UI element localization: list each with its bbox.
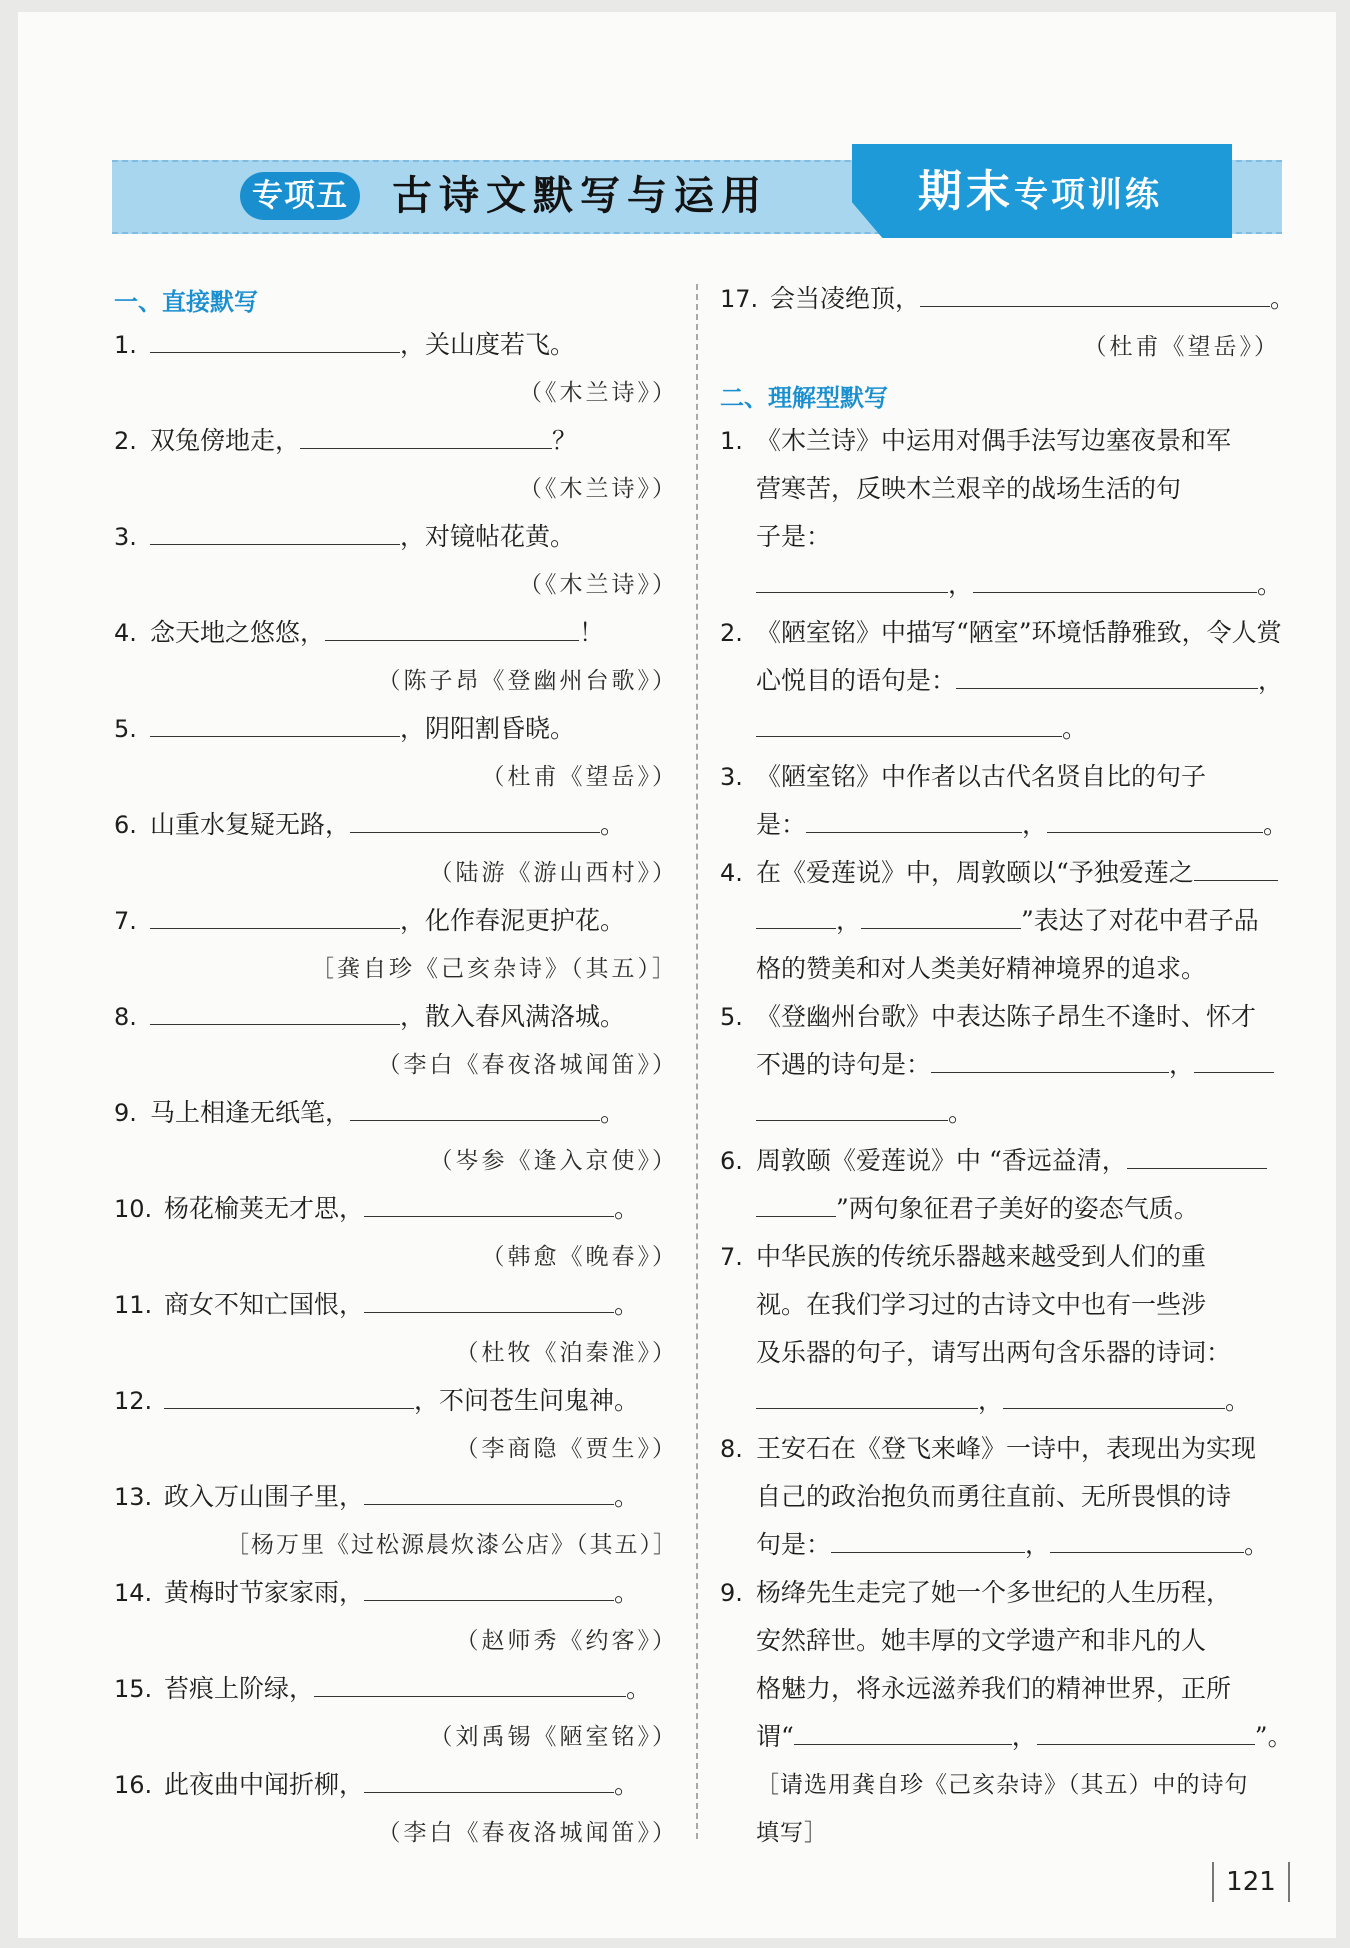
question-note: [756, 1768, 1249, 1802]
punct: 。: [1263, 810, 1289, 839]
question-line: [756, 1192, 1199, 1226]
answer-blank[interactable]: [1127, 1144, 1267, 1169]
item-number: 6.: [720, 1147, 743, 1175]
page-title: 古诗文默写与运用: [392, 172, 768, 219]
answer-blank[interactable]: [794, 1720, 1012, 1745]
item-text: ，不问苍生问鬼神。: [414, 1386, 640, 1415]
answer-blank[interactable]: [1037, 1720, 1255, 1745]
answer-blank[interactable]: [756, 712, 1062, 737]
answer-blank[interactable]: [314, 1672, 626, 1697]
answer-blank[interactable]: [150, 328, 400, 353]
item-source: （刘禹锡《陋室铭》）: [429, 1724, 678, 1750]
punct: 。: [1244, 1530, 1270, 1559]
answer-line: [756, 1384, 1250, 1418]
answer-blank[interactable]: [1050, 1528, 1244, 1553]
item-number: 8.: [720, 1435, 743, 1463]
item-number: 5.: [114, 715, 137, 743]
fill-item: [114, 1480, 639, 1514]
item-number: 14.: [114, 1579, 153, 1607]
question-text: 王安石在《登飞来峰》一诗中，表现出为实现: [756, 1434, 1257, 1463]
question-text: 《陋室铭》中作者以古代名贤自比的句子: [756, 762, 1207, 791]
item-number: 3.: [114, 523, 137, 551]
question-line: [756, 952, 1206, 986]
question-text: 格魅力，将永远滋养我们的精神世界，正所: [756, 1674, 1232, 1703]
fill-item: [114, 1000, 625, 1034]
question-line: [756, 1528, 1269, 1562]
answer-blank[interactable]: [364, 1192, 614, 1217]
answer-blank[interactable]: [920, 282, 1270, 307]
fill-item: [114, 712, 575, 746]
answer-blank[interactable]: [956, 664, 1258, 689]
question-text: 不遇的诗句是：: [756, 1050, 932, 1079]
item-text: ，散入春风满洛城。: [400, 1002, 626, 1031]
question-text: 及乐器的句子，请写出两句含乐器的诗词：: [756, 1338, 1232, 1367]
item-source: （李白《春夜洛城闻笛》）: [377, 1052, 678, 1078]
fill-item: [114, 1096, 625, 1130]
brand-sub: 专项训练: [1014, 175, 1162, 215]
question-text: 杨绛先生走完了她一个多世纪的人生历程，: [756, 1578, 1232, 1607]
question-text: 填写］: [756, 1820, 828, 1846]
question-text: 周敦颐《爱莲说》中 “香远益清，: [756, 1146, 1127, 1175]
answer-blank[interactable]: [756, 568, 948, 593]
item-number: 13.: [114, 1483, 153, 1511]
question-line: [720, 1432, 1256, 1466]
item-source: （陈子昂《登幽州台歌》）: [377, 668, 678, 694]
answer-line: [756, 712, 1087, 746]
answer-blank[interactable]: [150, 712, 400, 737]
question-text: ”两句象征君子美好的姿态气质。: [836, 1194, 1199, 1223]
item-number: 16.: [114, 1771, 153, 1799]
item-number: 4.: [720, 859, 743, 887]
answer-blank[interactable]: [756, 904, 836, 929]
item-number: 7.: [720, 1243, 743, 1271]
answer-blank[interactable]: [350, 808, 600, 833]
fill-item: [114, 1576, 639, 1610]
answer-blank[interactable]: [364, 1288, 614, 1313]
question-text: 子是：: [756, 522, 832, 551]
column-divider: [696, 284, 698, 1839]
item-text: ，化作春泥更护花。: [400, 906, 626, 935]
answer-blank[interactable]: [973, 568, 1257, 593]
item-text: ，阴阳割昏晓。: [400, 714, 576, 743]
item-number: 1.: [720, 427, 743, 455]
item-number: 8.: [114, 1003, 137, 1031]
fill-item: [114, 424, 577, 458]
answer-blank[interactable]: [364, 1768, 614, 1793]
question-line: [720, 1576, 1231, 1610]
item-number: 11.: [114, 1291, 153, 1319]
answer-blank[interactable]: [300, 424, 552, 449]
item-source: （《木兰诗》）: [519, 476, 678, 502]
item-source: （杜牧《泊秦淮》）: [455, 1340, 678, 1366]
item-number: 4.: [114, 619, 137, 647]
punct: ，: [978, 1386, 1004, 1415]
item-source: （李商隐《贾生》）: [455, 1436, 678, 1462]
fill-item: [114, 904, 625, 938]
question-line: [720, 1000, 1256, 1034]
item-source: （岑参《逢入京使》）: [429, 1148, 678, 1174]
answer-blank[interactable]: [150, 1000, 400, 1025]
answer-blank[interactable]: [931, 1048, 1169, 1073]
item-text: 。: [600, 1098, 626, 1127]
fill-item: [114, 1192, 639, 1226]
item-text: 苔痕上阶绿，: [164, 1674, 315, 1703]
answer-blank[interactable]: [756, 1096, 948, 1121]
question-line: [756, 1672, 1231, 1706]
answer-blank[interactable]: [1194, 856, 1278, 881]
fill-item: [114, 1672, 651, 1706]
brand-main: 期末: [918, 166, 1014, 217]
question-line: [756, 1336, 1231, 1370]
answer-blank[interactable]: [1047, 808, 1263, 833]
punct: ”。: [1254, 1722, 1293, 1751]
item-text: 。: [614, 1578, 640, 1607]
fill-item: [114, 808, 625, 842]
item-text: 。: [626, 1674, 652, 1703]
answer-line: [756, 1096, 973, 1130]
page-number: 121: [1212, 1862, 1290, 1902]
answer-blank[interactable]: [756, 1384, 978, 1409]
item-text: 。: [614, 1770, 640, 1799]
question-line: [756, 472, 1181, 506]
question-text: 安然辞世。她丰厚的文学遗产和非凡的人: [756, 1626, 1207, 1655]
answer-blank[interactable]: [1003, 1384, 1225, 1409]
punct: 。: [1062, 714, 1088, 743]
question-text: 《陋室铭》中描写“陋室”环境恬静雅致，令人赏: [756, 618, 1282, 647]
punct: ，: [1258, 666, 1284, 695]
item-number: 9.: [114, 1099, 137, 1127]
question-line: [720, 424, 1231, 458]
item-text: 山重水复疑无路，: [150, 810, 351, 839]
question-text: 是：: [756, 810, 807, 839]
section-heading-understanding: 二、理解型默写: [720, 384, 888, 412]
question-note: [756, 1816, 828, 1850]
item-text: ，关山度若飞。: [400, 330, 576, 359]
item-source: （李白《春夜洛城闻笛》）: [377, 1820, 678, 1846]
item-source: ［龚自珍《己亥杂诗》（其五）］: [311, 956, 678, 982]
item-number: 15.: [114, 1675, 153, 1703]
item-text: 。: [614, 1194, 640, 1223]
item-source: （赵师秀《约客》）: [455, 1628, 678, 1654]
answer-blank[interactable]: [150, 520, 400, 545]
answer-line: [756, 568, 1282, 602]
item-number: 9.: [720, 1579, 743, 1607]
fill-item: [114, 1384, 639, 1418]
item-source: （韩愈《晚春》）: [481, 1244, 678, 1270]
fill-item: [114, 520, 575, 554]
answer-blank[interactable]: [364, 1480, 614, 1505]
punct: ，: [1025, 1530, 1051, 1559]
item-text: ！: [579, 618, 605, 647]
punct: ，: [836, 906, 862, 935]
question-text: 视。在我们学习过的古诗文中也有一些涉: [756, 1290, 1207, 1319]
question-line: [756, 808, 1288, 842]
answer-blank[interactable]: [831, 1528, 1025, 1553]
question-text: 中华民族的传统乐器越来越受到人们的重: [756, 1242, 1207, 1271]
question-text: 自己的政治抱负而勇往直前、无所畏惧的诗: [756, 1482, 1232, 1511]
punct: ，: [1169, 1050, 1195, 1079]
fill-item: [114, 328, 575, 362]
item-source: （杜甫《望岳》）: [481, 764, 678, 790]
item-text: 黄梅时节家家雨，: [164, 1578, 365, 1607]
question-text: 心悦目的语句是：: [756, 666, 957, 695]
question-line: [756, 664, 1283, 698]
punct: ，: [1011, 1722, 1037, 1751]
punct: 。: [1257, 570, 1283, 599]
question-line: [756, 1624, 1206, 1658]
fill-item: [114, 1768, 639, 1802]
question-text: ［请选用龚自珍《己亥杂诗》（其五）中的诗句: [756, 1772, 1249, 1798]
question-text: ”表达了对花中君子品: [1021, 906, 1259, 935]
question-line: [720, 1144, 1267, 1178]
question-line: [756, 1720, 1293, 1754]
item-source: ［杨万里《过松源晨炊漆公店》（其五）］: [226, 1532, 678, 1558]
item-text: 。: [614, 1290, 640, 1319]
question-text: 在《爱莲说》中，周敦颐以“予独爱莲之: [756, 858, 1194, 887]
item-text: 商女不知亡国恨，: [164, 1290, 365, 1319]
item-number: 5.: [720, 1003, 743, 1031]
item-text: 。: [1270, 284, 1296, 313]
brand-label: [918, 160, 1162, 224]
fill-item: [114, 616, 604, 650]
question-line: [756, 1048, 1274, 1082]
answer-blank[interactable]: [861, 904, 1021, 929]
answer-blank[interactable]: [364, 1576, 614, 1601]
item-text: 政入万山围子里，: [164, 1482, 365, 1511]
item-number: 7.: [114, 907, 137, 935]
answer-blank[interactable]: [756, 1192, 836, 1217]
item-number: 12.: [114, 1387, 153, 1415]
item-text: 会当凌绝顶，: [770, 284, 921, 313]
question-line: [720, 616, 1282, 650]
item-number: 10.: [114, 1195, 153, 1223]
item-number: 6.: [114, 811, 137, 839]
item-source: （《木兰诗》）: [519, 380, 678, 406]
item-number: 2.: [114, 427, 137, 455]
item-number: 3.: [720, 763, 743, 791]
fill-item: [720, 282, 1295, 316]
item-source: （《木兰诗》）: [519, 572, 678, 598]
question-text: 《木兰诗》中运用对偶手法写边塞夜景和军: [756, 426, 1232, 455]
item-text: 双兔傍地走，: [150, 426, 301, 455]
punct: ，: [1022, 810, 1048, 839]
item-source: （杜甫《望岳》）: [1083, 334, 1280, 360]
question-text: 句是：: [756, 1530, 832, 1559]
item-text: 此夜曲中闻折柳，: [164, 1770, 365, 1799]
punct: 。: [1225, 1386, 1251, 1415]
item-text: ，对镜帖花黄。: [400, 522, 576, 551]
item-text: 念天地之悠悠，: [150, 618, 326, 647]
question-line: [756, 520, 831, 554]
question-text: 谓“: [756, 1722, 794, 1751]
item-text: ？: [552, 426, 578, 455]
topic-badge: 专项五: [240, 172, 360, 220]
fill-item: [114, 1288, 639, 1322]
question-text: 营寒苦，反映木兰艰辛的战场生活的句: [756, 474, 1182, 503]
section-heading-direct: 一、直接默写: [114, 288, 258, 316]
question-line: [756, 1480, 1231, 1514]
answer-blank[interactable]: [150, 904, 400, 929]
answer-blank[interactable]: [325, 616, 579, 641]
question-line: [720, 760, 1206, 794]
answer-blank[interactable]: [350, 1096, 600, 1121]
item-text: 杨花榆荚无才思，: [164, 1194, 365, 1223]
question-line: [756, 904, 1259, 938]
question-text: 格的赞美和对人类美好精神境界的追求。: [756, 954, 1207, 983]
punct: 。: [948, 1098, 974, 1127]
question-line: [720, 1240, 1206, 1274]
question-line: [756, 1288, 1206, 1322]
item-number: 17.: [720, 285, 759, 313]
answer-blank[interactable]: [1194, 1048, 1274, 1073]
answer-blank[interactable]: [806, 808, 1022, 833]
question-line: [720, 856, 1278, 890]
question-text: 《登幽州台歌》中表达陈子昂生不逢时、怀才: [756, 1002, 1257, 1031]
item-number: 1.: [114, 331, 137, 359]
item-source: （陆游《游山西村》）: [429, 860, 678, 886]
item-text: 马上相逢无纸笔，: [150, 1098, 351, 1127]
punct: ，: [948, 570, 974, 599]
item-text: 。: [600, 810, 626, 839]
item-text: 。: [614, 1482, 640, 1511]
item-number: 2.: [720, 619, 743, 647]
answer-blank[interactable]: [164, 1384, 414, 1409]
